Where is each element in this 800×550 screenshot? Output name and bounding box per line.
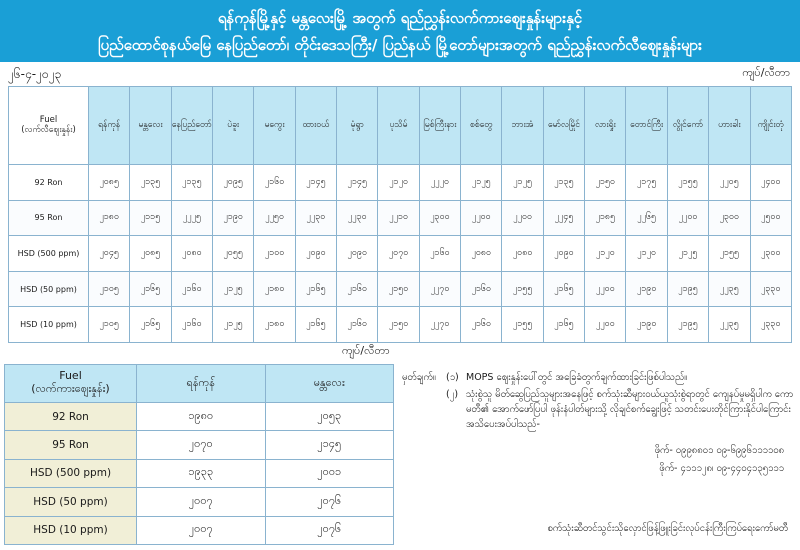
retail-price-cell: ၂၂၀၀ — [502, 200, 543, 236]
retail-price-cell: ၂၁၂၅ — [213, 271, 254, 307]
retail-price-cell: ၂၁၃၅ — [130, 165, 171, 201]
retail-price-cell: ၂၂၀၀ — [585, 307, 626, 343]
retail-fuel-cell: HSD (50 ppm) — [9, 271, 89, 307]
retail-price-cell: ၂၀၈၅ — [89, 165, 130, 201]
retail-price-cell: ၂၂၇၀ — [419, 271, 460, 307]
title-banner — [0, 0, 800, 62]
retail-price-cell: ၂၃၃၀ — [750, 307, 792, 343]
retail-price-cell: ၂၂၄၅ — [543, 200, 584, 236]
retail-price-cell: ၂၁၆၅ — [130, 307, 171, 343]
phone-line-1: ဖိုက်- ၀၉၉၈၈၀၁ ၀၉-၆၉၉၆၁၁၁၁၀၈ — [654, 445, 784, 456]
note-1-number: (၁) — [446, 372, 459, 383]
retail-row — [9, 271, 792, 307]
retail-price-cell: ၂၀၅၅ — [213, 236, 254, 272]
retail-city-header: မုံရွာ — [337, 87, 378, 165]
retail-price-cell: ၂၁၆၅ — [130, 271, 171, 307]
wholesale-row — [5, 488, 394, 516]
date-label: ၂၆-၄-၂၀၂၃ — [8, 67, 62, 81]
notes-label: မှတ်ချက်။ — [402, 372, 436, 383]
wholesale-row — [5, 431, 394, 459]
retail-price-cell: ၂၁၀၅ — [89, 271, 130, 307]
retail-price-cell: ၂၁၅၅ — [667, 165, 708, 201]
retail-price-cell: ၂၀၉၀ — [295, 236, 336, 272]
retail-price-cell: ၂၂၀၀ — [667, 200, 708, 236]
retail-price-cell: ၂၃၀၀ — [709, 200, 750, 236]
retail-price-cell: ၂၁၂၀ — [378, 165, 419, 201]
wholesale-row — [5, 403, 394, 431]
retail-fuel-cell: HSD (500 ppm) — [9, 236, 89, 272]
retail-row — [9, 236, 792, 272]
retail-price-cell: ၂၁၉၀ — [626, 307, 667, 343]
retail-price-cell: ၂၂၀၅ — [709, 165, 750, 201]
retail-price-cell: ၂၂၅၀ — [254, 200, 295, 236]
retail-price-cell: ၂၁၆၀ — [254, 165, 295, 201]
retail-price-cell: ၂၂၃၅ — [709, 271, 750, 307]
retail-city-header: လားရှိုး — [585, 87, 626, 165]
retail-city-header: ကျိုင်းတုံ — [750, 87, 792, 165]
retail-city-header: ဘားအံ — [502, 87, 543, 165]
retail-price-cell: ၂၀၈၀ — [502, 236, 543, 272]
wholesale-mandalay-header: မန္တလေး — [265, 365, 394, 403]
retail-price-cell: ၂၁၅၀ — [585, 165, 626, 201]
wholesale-yangon-cell: ၁၉၃၃ — [137, 459, 266, 487]
retail-price-cell: ၂၁၅၅ — [709, 236, 750, 272]
retail-price-cell: ၂၁၇၅ — [626, 165, 667, 201]
retail-price-cell: ၂၀၇၀ — [378, 236, 419, 272]
wholesale-fuel-cell: HSD (10 ppm) — [5, 516, 137, 544]
unit-label-top: ကျပ်/လီတာ — [742, 66, 790, 79]
committee-footer: စက်သုံးဆီတင်သွင်းသိုလှောင်ဖြန့်ဖြူးခြင်းလုပ်ငန်းကြီးကြပ်ရေးကော်မတီ — [547, 523, 788, 534]
retail-price-cell: ၂၁၈၀ — [89, 200, 130, 236]
retail-fuel-cell: 95 Ron — [9, 200, 89, 236]
retail-city-header: နေပြည်တော် — [171, 87, 212, 165]
wholesale-fuel-cell: 95 Ron — [5, 431, 137, 459]
title-line-1: ရန်ကုန်မြို့နှင့် မန္တလေးမြို့ အတွက် ရည်ညွှန်းလက်ကားဈေးနှုန်းများနှင့် — [217, 9, 583, 27]
retail-price-cell: ၂၂၆၅ — [626, 200, 667, 236]
retail-price-cell: ၂၁၆၀ — [461, 307, 502, 343]
retail-row — [9, 307, 792, 343]
retail-price-cell: ၂၁၈၅ — [585, 200, 626, 236]
retail-price-cell: ၂၁၆၀ — [171, 271, 212, 307]
wholesale-mandalay-cell: ၂၀၇၆ — [265, 488, 394, 516]
retail-price-cell: ၂၁၄၅ — [337, 165, 378, 201]
retail-fuel-cell: 92 Ron — [9, 165, 89, 201]
retail-city-header: ဟားခါး — [709, 87, 750, 165]
wholesale-fuel-header — [5, 365, 137, 403]
unit-label-bottom: ကျပ်/လီတာ — [342, 344, 390, 357]
retail-row — [9, 200, 792, 236]
retail-price-cell: ၂၂၀၀ — [585, 271, 626, 307]
retail-price-cell: ၂၂၂၅ — [171, 200, 212, 236]
wholesale-fuel-cell: 92 Ron — [5, 403, 137, 431]
retail-price-cell: ၂၁၂၀ — [626, 236, 667, 272]
note-1-text: MOPS ဈေးနှုန်းပေါ်တွင် အခြေခံတွက်ချက်ထားခြင်းဖြစ်ပါသည်။ — [466, 372, 688, 383]
retail-city-header: မန္တလေး — [130, 87, 171, 165]
retail-price-cell: ၂၁၅၀ — [378, 271, 419, 307]
retail-price-cell: ၂၂၃၅ — [709, 307, 750, 343]
retail-fuel-header-line1: Fuel — [39, 114, 58, 125]
wholesale-fuel-header-line2: (လက်ကားဈေးနှုန်း) — [31, 382, 110, 395]
retail-price-cell: ၂၂၁၀ — [378, 200, 419, 236]
retail-price-cell: ၂၁၆၀ — [337, 271, 378, 307]
retail-price-cell: ၂၂၃၀ — [295, 200, 336, 236]
note-1 — [402, 370, 794, 385]
notes-section — [402, 370, 794, 478]
retail-fuel-header-line2: (လက်လီဈေးနှုန်း) — [21, 124, 76, 135]
retail-price-cell: ၂၁၂၅ — [461, 165, 502, 201]
retail-price-table — [8, 86, 792, 343]
retail-price-cell: ၂၁၂၅ — [502, 165, 543, 201]
retail-city-header: မကွေး — [254, 87, 295, 165]
note-2 — [402, 387, 794, 432]
retail-price-cell: ၂၁၈၀ — [254, 307, 295, 343]
retail-city-header: ပဲခူး — [213, 87, 254, 165]
retail-city-header: ထားဝယ် — [295, 87, 336, 165]
wholesale-yangon-header: ရန်ကုန် — [137, 365, 266, 403]
wholesale-yangon-cell: ၂၀၀၇ — [137, 488, 266, 516]
retail-price-cell: ၂၁၉၀ — [626, 271, 667, 307]
retail-price-cell: ၂၀၉၅ — [213, 165, 254, 201]
retail-header-row — [9, 87, 792, 165]
retail-city-header: မြစ်ကြီးနား — [419, 87, 460, 165]
retail-price-cell: ၂၁၄၅ — [295, 165, 336, 201]
retail-price-cell: ၂၃၀၀ — [419, 200, 460, 236]
retail-price-cell: ၂၁၆၀ — [419, 236, 460, 272]
retail-price-cell: ၂၁၀၀ — [254, 236, 295, 272]
wholesale-mandalay-cell: ၂၀၇၆ — [265, 516, 394, 544]
retail-price-cell: ၂၀၈၅ — [130, 236, 171, 272]
retail-price-cell: ၂၀၈၀ — [461, 236, 502, 272]
retail-fuel-cell: HSD (10 ppm) — [9, 307, 89, 343]
retail-city-header: ရန်ကုန် — [89, 87, 130, 165]
title-line-2: ပြည်ထောင်စုနယ်မြေ နေပြည်တော်၊ တိုင်းဒေသကြီး/ ပြည်နယ် မြို့တော်များအတွက် ရည်ညွှန်းလက်လီဈေးနှုန်းများ — [98, 36, 702, 54]
retail-price-cell: ၂၁၉၅ — [667, 271, 708, 307]
retail-city-header: ပုသိမ် — [378, 87, 419, 165]
retail-price-cell: ၂၃၀၀ — [750, 236, 792, 272]
wholesale-fuel-header-line1: Fuel — [59, 369, 82, 382]
retail-price-cell: ၂၁၆၅ — [295, 271, 336, 307]
retail-row — [9, 165, 792, 201]
wholesale-yangon-cell: ၂၀၀၇ — [137, 516, 266, 544]
retail-price-cell: ၂၁၅၅ — [502, 307, 543, 343]
retail-city-header: စစ်တွေ — [461, 87, 502, 165]
retail-price-cell: ၂၅၀၀ — [750, 200, 792, 236]
wholesale-row — [5, 459, 394, 487]
retail-price-cell: ၂၁၅၀ — [378, 307, 419, 343]
retail-price-cell: ၂၀၈၀ — [171, 236, 212, 272]
retail-price-cell: ၂၁၆၅ — [543, 307, 584, 343]
retail-price-cell: ၂၁၆၅ — [543, 271, 584, 307]
retail-price-cell: ၂၁၈၀ — [254, 271, 295, 307]
retail-price-cell: ၂၁၃၅ — [171, 165, 212, 201]
retail-price-cell: ၂၁၉၅ — [667, 307, 708, 343]
retail-price-cell: ၂၁၅၅ — [502, 271, 543, 307]
note-2-number: (၂) — [446, 389, 459, 400]
wholesale-yangon-cell: ၂၀၇၀ — [137, 431, 266, 459]
retail-price-cell: ၂၁၀၅ — [89, 307, 130, 343]
retail-price-cell: ၂၂၀၀ — [461, 200, 502, 236]
retail-price-cell: ၂၀၄၅ — [89, 236, 130, 272]
retail-city-header: လွိုင်ကော် — [667, 87, 708, 165]
retail-price-cell: ၂၁၁၅ — [130, 200, 171, 236]
retail-price-cell: ၂၁၂၅ — [667, 236, 708, 272]
phone-line-2: ဖိုက်- ၄၁၁၁၂၈၊ ၀၉-၄၄၀၄၁၃၅၁၁၁ — [659, 463, 784, 474]
retail-city-header: တောင်ကြီး — [626, 87, 667, 165]
retail-price-cell: ၂၁၃၅ — [543, 165, 584, 201]
retail-price-cell: ၂၀၉၀ — [543, 236, 584, 272]
retail-price-cell: ၂၁၆၀ — [337, 307, 378, 343]
wholesale-fuel-cell: HSD (50 ppm) — [5, 488, 137, 516]
retail-fuel-header — [9, 87, 89, 165]
retail-price-cell: ၂၂၂၀ — [419, 165, 460, 201]
wholesale-fuel-cell: HSD (500 ppm) — [5, 459, 137, 487]
wholesale-yangon-cell: ၁၉၈၀ — [137, 403, 266, 431]
retail-price-cell: ၂၁၉၀ — [213, 200, 254, 236]
wholesale-mandalay-cell: ၂၀၅၃ — [265, 403, 394, 431]
retail-price-cell: ၂၁၂၅ — [213, 307, 254, 343]
wholesale-mandalay-cell: ၂၁၄၅ — [265, 431, 394, 459]
retail-price-cell: ၂၁၂၀ — [585, 236, 626, 272]
retail-price-cell: ၂၁၆၀ — [461, 271, 502, 307]
retail-city-header: မော်လမြိုင် — [543, 87, 584, 165]
wholesale-header-row — [5, 365, 394, 403]
retail-price-cell: ၂၀၉၀ — [337, 236, 378, 272]
retail-price-cell: ၂၁၆၅ — [295, 307, 336, 343]
retail-price-cell: ၂၂၇၀ — [419, 307, 460, 343]
retail-price-cell: ၂၁၆၀ — [171, 307, 212, 343]
wholesale-mandalay-cell: ၂၀၀၁ — [265, 459, 394, 487]
retail-price-cell: ၂၄၀၀ — [750, 165, 792, 201]
wholesale-price-table — [4, 364, 394, 545]
retail-price-cell: ၂၃၃၀ — [750, 271, 792, 307]
retail-price-cell: ၂၂၃၀ — [337, 200, 378, 236]
note-2-text: သုံးစွဲသူ မိတ်ဆွေပြည်သူများအနေဖြင့် စက်သုံးဆီများဝယ်ယူသုံးစွဲရာတွင် ကျေနပ်မှုမရှိပါက ကောမတီ၏ အောက်ဖော်ပြပါ ဖုန်းနံပါတ်များသို့ လိုချင်စက်ချွေးဖြင့် သတင်းပေးတိုင်ကြားနိုင်ပါကြောင်း အသိပေးအပ်ပါသည်- — [466, 389, 794, 430]
wholesale-row — [5, 516, 394, 544]
